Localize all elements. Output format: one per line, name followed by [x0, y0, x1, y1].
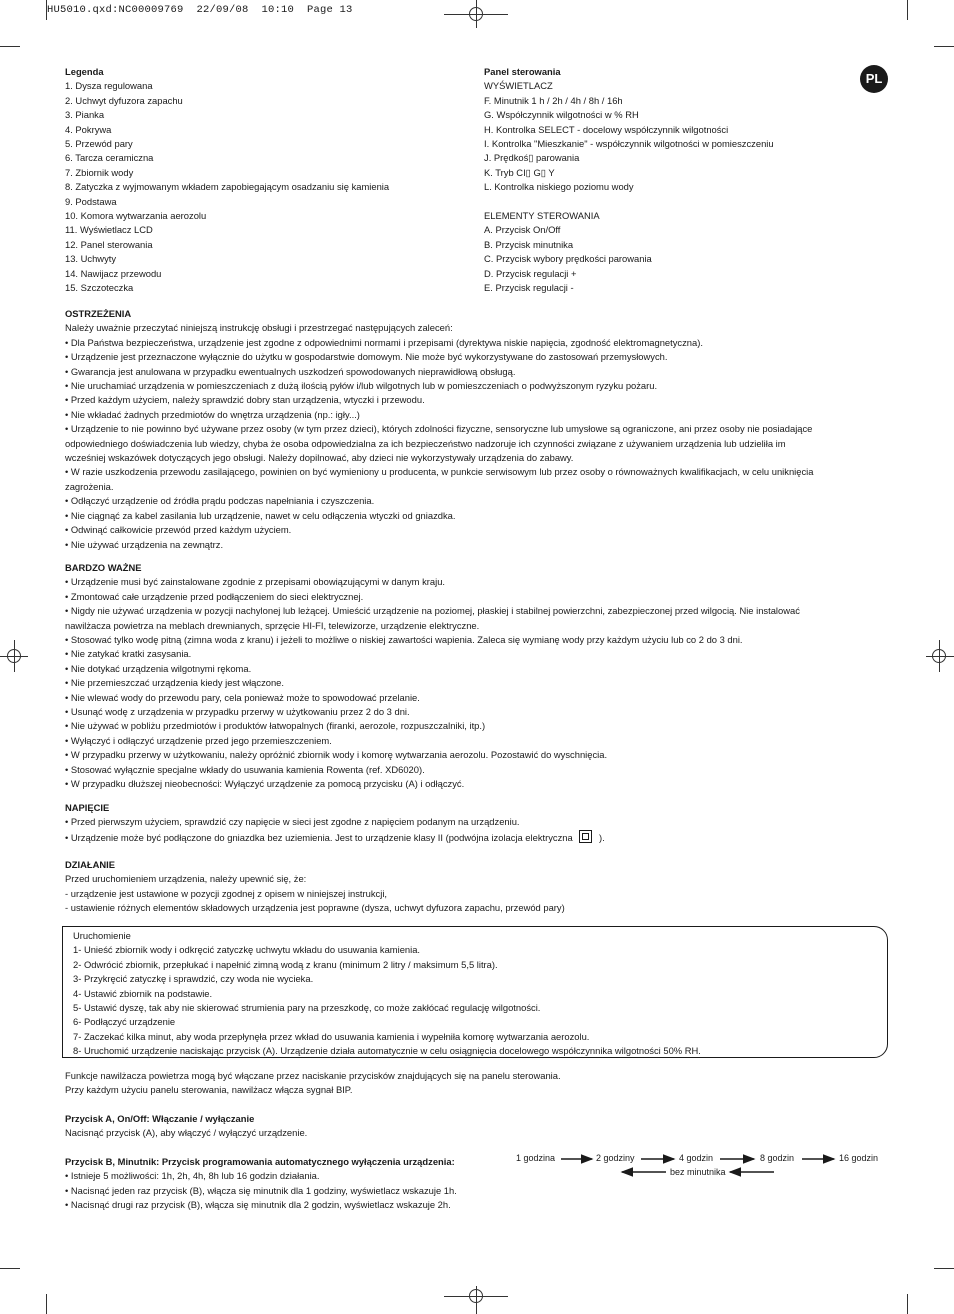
- legend-item: 13. Uchwyty: [65, 253, 117, 265]
- display-title: WYŚWIETLACZ: [484, 80, 553, 92]
- legend-item: 10. Komora wytwarzania aerozolu: [65, 210, 207, 222]
- warnings-line: • Odwinąć całkowicie przewód przed każdym użyciem.: [65, 524, 292, 536]
- control-item: C. Przycisk wybory prędkości parowania: [484, 253, 652, 265]
- control-item: D. Przycisk regulacji +: [484, 267, 577, 279]
- button-b-section: [65, 1155, 505, 1213]
- legend-item: 3. Pianka: [65, 109, 105, 121]
- startup-step: 7- Zaczekać kilka minut, aby woda przepłynęła przez wkład do usuwania kamienia i wypełniła komorę wytwarzania aerozolu.: [73, 1030, 590, 1042]
- operation-line: - ustawienie różnych elementów składowych urządzenia jest poprawne (dysza, uchwyt dyfuzora zapachu, przewód pary): [65, 902, 565, 914]
- display-item: L. Kontrolka niskiego poziomu wody: [484, 181, 634, 193]
- warnings-line: Należy uważnie przeczytać niniejszą instrukcję obsługi i przestrzegać następujących zaleceń:: [65, 322, 453, 334]
- legend-item: 15. Szczoteczka: [65, 282, 134, 294]
- legend-item: 4. Pokrywa: [65, 123, 112, 135]
- startup-step: 3- Przykręcić zatyczkę i sprawdzić, czy woda nie wycieka.: [73, 973, 314, 985]
- button-a-section: [65, 1112, 885, 1141]
- display-item: F. Minutnik 1 h / 2h / 4h / 8h / 16h: [484, 94, 623, 106]
- warnings-line: odpowiedniego doświadczenia lub wiedzy, chyba że osoba odpowiedzialna za ich bezpieczeństwo nadzoruje ich czynności związane z używaniem urządzenia lub udzieliła im: [65, 437, 786, 449]
- very-important-line: • Stosować tylko wodę pitną (zimna woda z kranu) i jeżeli to możliwe o niskiej zawartości wapienia. Zaleca się wymianę wody przy każdym użyciu lub co 2 do 3 dni.: [65, 634, 743, 646]
- warnings-line: zagrożenia.: [65, 480, 114, 492]
- button-a-title: Przycisk A, On/Off: Włączanie / wyłączanie: [65, 1113, 255, 1124]
- registration-mark-right: [932, 649, 946, 663]
- file-header: HU5010.qxd:NC00009769 22/09/08 10:10 Page 13: [47, 4, 353, 16]
- very-important-line: • Nie dotykać urządzenia wilgotnymi rękoma.: [65, 662, 252, 674]
- warnings-line: • Przed każdym użyciem, należy sprawdzić dobry stan urządzenia, wtyczki i przewodu.: [65, 394, 425, 406]
- warnings-line: • Nie uruchamiać urządzenia w pomieszczeniach z dużą ilością pyłów i/lub wilgotnych lub w pomieszczeniach o podwyższonym ryzyku pożaru.: [65, 380, 658, 392]
- voltage-line: • Przed pierwszym użyciem, sprawdzić czy napięcie w sieci jest zgodne z napięciem podanym na urządzeniu.: [65, 816, 520, 828]
- very-important-line: • Zmontować całe urządzenie przed podłączeniem do sieci elektrycznej.: [65, 590, 364, 602]
- operation-line: - urządzenie jest ustawione w pozycji zgodnej z opisem w niniejszej instrukcji,: [65, 887, 388, 899]
- warnings-line: • Nie używać urządzenia na zewnątrz.: [65, 538, 224, 550]
- warnings-line: • Urządzenie to nie powinno być używane przez osoby (w tym przez dzieci), których zdolności fizyczne, sensoryczne lub umysłowe są ograniczone, ani przez osoby nie posiadające: [65, 423, 813, 435]
- timer-back-label: bez minutnika: [670, 1167, 726, 1177]
- control-item: B. Przycisk minutnika: [484, 238, 574, 250]
- timer-step-16h: 16 godzin: [839, 1153, 879, 1163]
- warnings-line: • W razie uszkodzenia przewodu zasilającego, powinien on być wymieniony u producenta, w punkcie serwisowym lub przez osoby o równoważnych kwalifikacjach, w celu uniknięcia: [65, 466, 814, 478]
- very-important-line: • Nie zatykać kratki zasysania.: [65, 648, 192, 660]
- startup-step: 2- Odwrócić zbiornik, przepłukać i napełnić zimną wodą z kranu (minimum 2 litry / maksimum 5,5 litra).: [73, 958, 498, 970]
- language-badge: PL: [860, 65, 888, 93]
- legend-item: 9. Podstawa: [65, 195, 117, 207]
- controls-title: ELEMENTY STEROWANIA: [484, 210, 600, 222]
- startup-step: 1- Unieść zbiornik wody i odkręcić zatyczkę uchwytu wkładu do usuwania kamienia.: [73, 944, 421, 956]
- voltage-section: [65, 801, 885, 845]
- warnings-line: • Urządzenie jest przeznaczone wyłącznie do użytku w gospodarstwie domowym. Nie może być wykorzystywane do zastosowań przemysłowych.: [65, 351, 668, 363]
- startup-step: 5- Ustawić dyszę, tak aby nie skierować strumienia pary na przeszkodę, co może zakłócać regulację wilgotności.: [73, 1002, 541, 1014]
- display-item: J. Prędkoś▯ parowania: [484, 152, 580, 164]
- button-b-line: • Istnieje 5 możliwości: 1h, 2h, 4h, 8h lub 16 godzin działania.: [65, 1170, 320, 1182]
- startup-box: [62, 926, 888, 1058]
- very-important-line: • Nie przemieszczać urządzenia kiedy jest włączone.: [65, 677, 284, 689]
- legend-item: 12. Panel sterowania: [65, 238, 153, 250]
- button-b-title: Przycisk B, Minutnik: Przycisk programowania automatycznego wyłączenia urządzenia:: [65, 1156, 455, 1167]
- control-item: E. Przycisk regulacji -: [484, 282, 574, 294]
- very-important-line: • Nie używać w pobliżu przedmiotów i produktów łatwopalnych (firanki, aerozole, rozpuszczalniki, itp.): [65, 720, 486, 732]
- very-important-line: • Usunąć wodę z urządzenia w przypadku przerwy w użytkowaniu przez 2 do 3 dni.: [65, 706, 410, 718]
- legend-item: 5. Przewód pary: [65, 138, 133, 150]
- button-b-line: • Nacisnąć jeden raz przycisk (B), włącza się minutnik dla 1 godziny, wyświetlacz wskazuje 1h.: [65, 1184, 457, 1196]
- corner-mark-bl-h: [0, 1268, 20, 1269]
- legend-item: 1. Dysza regulowana: [65, 80, 153, 92]
- display-item: K. Tryb CI▯ G▯ Y: [484, 166, 555, 178]
- warnings-title: OSTRZEŻENIA: [65, 308, 132, 319]
- functions-line: Przy każdym użyciu panelu sterowania, nawilżacz włącza sygnał BIP.: [65, 1084, 353, 1096]
- legend-item: 6. Tarcza ceramiczna: [65, 152, 154, 164]
- legend-item: 8. Zatyczka z wyjmowanym wkładem zapobiegającym osadzaniu się kamienia: [65, 181, 390, 193]
- operation-line: Przed uruchomieniem urządzenia, należy upewnić się, że:: [65, 873, 307, 885]
- panel-section: [484, 65, 774, 295]
- legend-section: [65, 65, 389, 296]
- very-important-section: [65, 561, 885, 792]
- corner-mark-tl: [46, 0, 47, 20]
- display-item: H. Kontrolka SELECT - docelowy współczynnik wilgotności: [484, 123, 729, 135]
- warnings-section: [65, 307, 885, 552]
- control-item: A. Przycisk On/Off: [484, 224, 561, 236]
- legend-item: 2. Uchwyt dyfuzora zapachu: [65, 94, 183, 106]
- very-important-line: • Nie wlewać wody do przewodu pary, cela ponieważ może to spowodować przelanie.: [65, 691, 420, 703]
- button-a-line: Nacisnąć przycisk (A), aby włączyć / wyłączyć urządzenie.: [65, 1127, 308, 1139]
- very-important-line: • W przypadku dłuższej nieobecności: Wyłączyć urządzenie za pomocą przycisku (A) i odłączyć.: [65, 778, 465, 790]
- voltage-line-end: ).: [598, 831, 605, 843]
- warnings-line: • Gwarancja jest anulowana w przypadku ewentualnych uszkodzeń spowodowanych nieprawidłową obsługą.: [65, 365, 516, 377]
- timer-step-2h: 2 godziny: [596, 1153, 635, 1163]
- voltage-title: NAPIĘCIE: [65, 802, 110, 813]
- corner-mark-br-h: [934, 1268, 954, 1269]
- warnings-line: • Dla Państwa bezpieczeństwa, urządzenie jest zgodne z odpowiednimi normami i przepisami (dyrektywa niskie napięcia, zgodność elektromagnetyczna).: [65, 336, 703, 348]
- startup-step: 6- Podłączyć urządzenie: [73, 1016, 176, 1028]
- very-important-line: • Stosować wyłącznie specjalne wkłady do usuwania kamienia Rowenta (ref. XD6020).: [65, 763, 425, 775]
- legend-item: 14. Nawijacz przewodu: [65, 267, 162, 279]
- panel-title: Panel sterowania: [484, 66, 561, 77]
- registration-mark-top: [469, 7, 483, 21]
- startup-step: 8- Uruchomić urządzenie naciskając przycisk (A). Urządzenie działa automatycznie w celu osiągnięcia docelowego współczynnika wilgotności 50% RH.: [73, 1045, 701, 1057]
- double-insulation-icon: [579, 830, 592, 843]
- very-important-title: BARDZO WAŻNE: [65, 562, 142, 573]
- warnings-line: • Nie ciągnąć za kabel zasilania lub urządzenie, nawet w celu odłączenia wtyczki od gniazdka.: [65, 509, 456, 521]
- startup-title: Uruchomienie: [73, 930, 131, 941]
- timer-step-4h: 4 godzin: [679, 1153, 714, 1163]
- legend-title: Legenda: [65, 66, 104, 77]
- timer-step-1h: 1 godzina: [516, 1153, 556, 1163]
- corner-mark-br: [907, 1294, 908, 1314]
- warnings-line: • Odłączyć urządzenie od źródła prądu podczas napełniania i czyszczenia.: [65, 495, 375, 507]
- corner-mark-tl-h: [0, 46, 20, 47]
- very-important-line: • W przypadku przerwy w użytkowaniu, należy opróżnić zbiornik wody i komorę wytwarzania aerozolu. Pozostawić do wyschnięcia.: [65, 749, 608, 761]
- voltage-line-class2: [65, 830, 885, 845]
- operation-title: DZIAŁANIE: [65, 859, 115, 870]
- legend-item: 11. Wyświetlacz LCD: [65, 224, 153, 236]
- display-item: I. Kontrolka "Mieszkanie" - współczynnik wilgotności w pomieszczeniu: [484, 138, 774, 150]
- display-item: G. Współczynnik wilgotności w % RH: [484, 109, 639, 121]
- very-important-line: • Urządzenie musi być zainstalowane zgodnie z przepisami obowiązującymi w danym kraju.: [65, 576, 446, 588]
- registration-mark-bottom: [469, 1289, 483, 1303]
- warnings-line: • Nie wkładać żadnych przedmiotów do wnętrza urządzenia (np.: igły...): [65, 408, 360, 420]
- warnings-line: wcześniej wskazówek dotyczących jego obsługi. Należy dopilnować, aby dzieci nie wykorzystywały urządzenia do zabawy.: [65, 452, 574, 464]
- corner-mark-tr-h: [934, 46, 954, 47]
- legend-item: 7. Zbiornik wody: [65, 166, 134, 178]
- corner-mark-tr: [907, 0, 908, 20]
- very-important-line: nawilżacza powietrza na meblach drewnianych, sprzęcie HI-FI, telewizorze, urządzenie elektryczne.: [65, 619, 480, 631]
- functions-line: Funkcje nawilżacza powietrza mogą być włączane przez naciskanie przycisków znajdujących się na panelu sterowania.: [65, 1070, 561, 1081]
- button-b-line: • Nacisnąć drugi raz przycisk (B), włącza się minutnik dla 2 godzin, wyświetlacz wskazuje 2h.: [65, 1199, 451, 1211]
- very-important-line: • Wyłączyć i odłączyć urządzenie przed jego przemieszczeniem.: [65, 734, 332, 746]
- very-important-line: • Nigdy nie używać urządzenia w pozycji nachylonej lub leżącej. Umieścić urządzenie na poziomej, płaskiej i stabilnej powierzchni, zabezpieczonej przed wilgocią. Nie instalować: [65, 605, 800, 617]
- voltage-line-text: • Urządzenie może być podłączone do gniazdka bez uziemienia. Jest to urządzenie klasy II (podwójna izolacja elektryczna: [65, 831, 573, 843]
- functions-section: [65, 1069, 885, 1098]
- timer-step-8h: 8 godzin: [760, 1153, 795, 1163]
- registration-mark-left: [7, 649, 21, 663]
- corner-mark-bl: [46, 1294, 47, 1314]
- startup-step: 4- Ustawić zbiornik na podstawie.: [73, 987, 213, 999]
- operation-section: [65, 858, 885, 916]
